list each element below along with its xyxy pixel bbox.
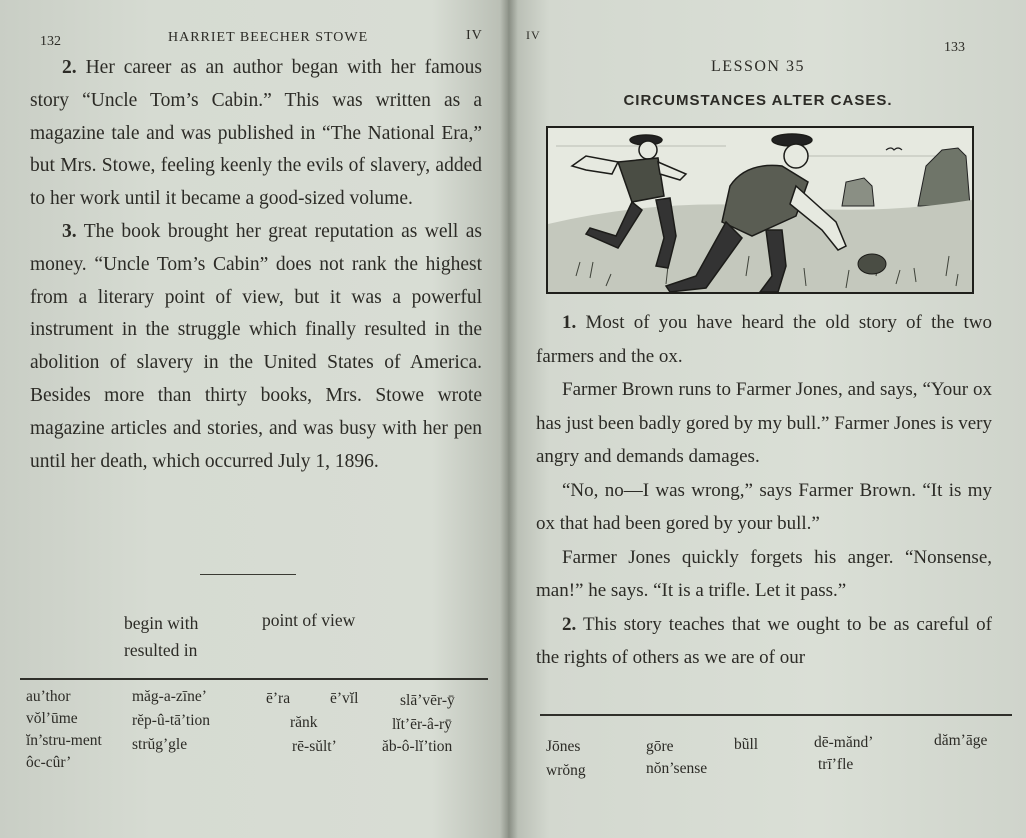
phrase: point of view [262, 610, 356, 630]
book-spine [500, 0, 518, 838]
vocab-word: bũll [734, 736, 759, 753]
paragraph [30, 216, 482, 478]
vocab-word: dē-mănd’ [814, 734, 874, 751]
vocab-word: rĕp-û-tā’tion [132, 712, 211, 729]
paragraph [536, 306, 992, 373]
paragraph-text: The book brought her great reputation as well as money. “Uncle Tom’s Cabin” does not rank the highest from a literary point of view, but it was a powerful instrument in the struggle which finally resulted in the abolition of slavery in the United States of America. Besides more than thirty books, Mrs. Stowe wrote magazine articles and stories, and was busy with her pen until her death, which occurred July 1, 1896. [30, 220, 483, 472]
paragraph-text: Most of you have heard the old story of the two farmers and the ox. [536, 312, 993, 367]
vocab-word: ē’vĭl [330, 690, 359, 707]
lesson-title: CIRCUMSTANCES ALTER CASES. [623, 92, 893, 109]
vocab-word: ôc-cûr’ [26, 754, 72, 771]
vocab-word: gōre [646, 738, 674, 755]
paragraph [536, 541, 992, 608]
lesson-number: LESSON 35 [711, 58, 805, 75]
paragraph-text: “No, no—I was wrong,” says Farmer Brown. “It is my ox that had been gored by your bull.” [536, 479, 992, 534]
paragraph-number: 1. [562, 312, 577, 333]
farmers-illustration [546, 126, 974, 294]
vocab-word: dăm’āge [934, 732, 988, 749]
right-body-text [536, 306, 992, 675]
paragraph [536, 373, 992, 474]
paragraph [536, 608, 992, 675]
paragraph [30, 52, 482, 216]
vocab-word: ē’ra [266, 690, 291, 707]
section-mark-left: IV [466, 28, 483, 43]
left-body-text [30, 52, 482, 478]
page-number-left: 132 [40, 34, 61, 49]
vocab-word: wrŏng [546, 762, 586, 779]
vocab-word: au’thor [26, 688, 71, 705]
paragraph [536, 474, 992, 541]
vocab-word: ăb-ô-lĭ’tion [382, 738, 453, 755]
vocab-rule [540, 714, 1012, 716]
paragraph-text: Farmer Jones quickly forgets his anger. “Nonsense, man!” he says. “It is a trifle. Let it pass.” [536, 546, 992, 601]
vocab-word: slā’vēr-ȳ [400, 692, 455, 709]
vocab-word: lĭt’ēr-â-rȳ [392, 716, 452, 733]
running-head: HARRIET BEECHER STOWE [168, 30, 369, 45]
phrase: begin with [124, 613, 199, 633]
paragraph-number: 3. [62, 220, 77, 242]
paragraph-number: 2. [62, 57, 77, 78]
right-page [508, 0, 1026, 838]
vocab-word: măg-a-zīne’ [132, 688, 207, 705]
paragraph-text: Farmer Brown runs to Farmer Jones, and says, “Your ox has just been badly gored by my bull.” Farmer Jones is very angry and demands damages. [536, 379, 992, 467]
phrase-list [124, 610, 198, 664]
page-number-right: 133 [944, 40, 965, 55]
vocab-rule [20, 678, 488, 680]
phrase: resulted in [124, 640, 198, 660]
section-mark-right: IV [526, 28, 541, 42]
vocab-word: Jōnes [546, 738, 581, 755]
left-page [0, 0, 508, 838]
section-divider [200, 574, 296, 575]
vocab-word: trī’fle [818, 756, 854, 773]
vocab-word: rē-sŭlt’ [292, 738, 337, 755]
paragraph-text: Her career as an author began with her famous story “Uncle Tom’s Cabin.” This was written as a magazine tale and was published in “The National Era,” but Mrs. Stowe, feeling keenly the evils of slavery, added to her work until it became a good-sized volume. [30, 57, 482, 210]
vocab-word: vŏl’ūme [26, 710, 78, 727]
vocab-word: rănk [290, 714, 318, 731]
paragraph-number: 2. [562, 613, 577, 635]
vocab-word: ĭn’stru-ment [26, 732, 102, 749]
vocab-word: strŭg’gle [132, 736, 188, 753]
vocab-word: nŏn’sense [646, 760, 708, 777]
paragraph-text: This story teaches that we ought to be as careful of the rights of others as we are of our [536, 613, 992, 668]
